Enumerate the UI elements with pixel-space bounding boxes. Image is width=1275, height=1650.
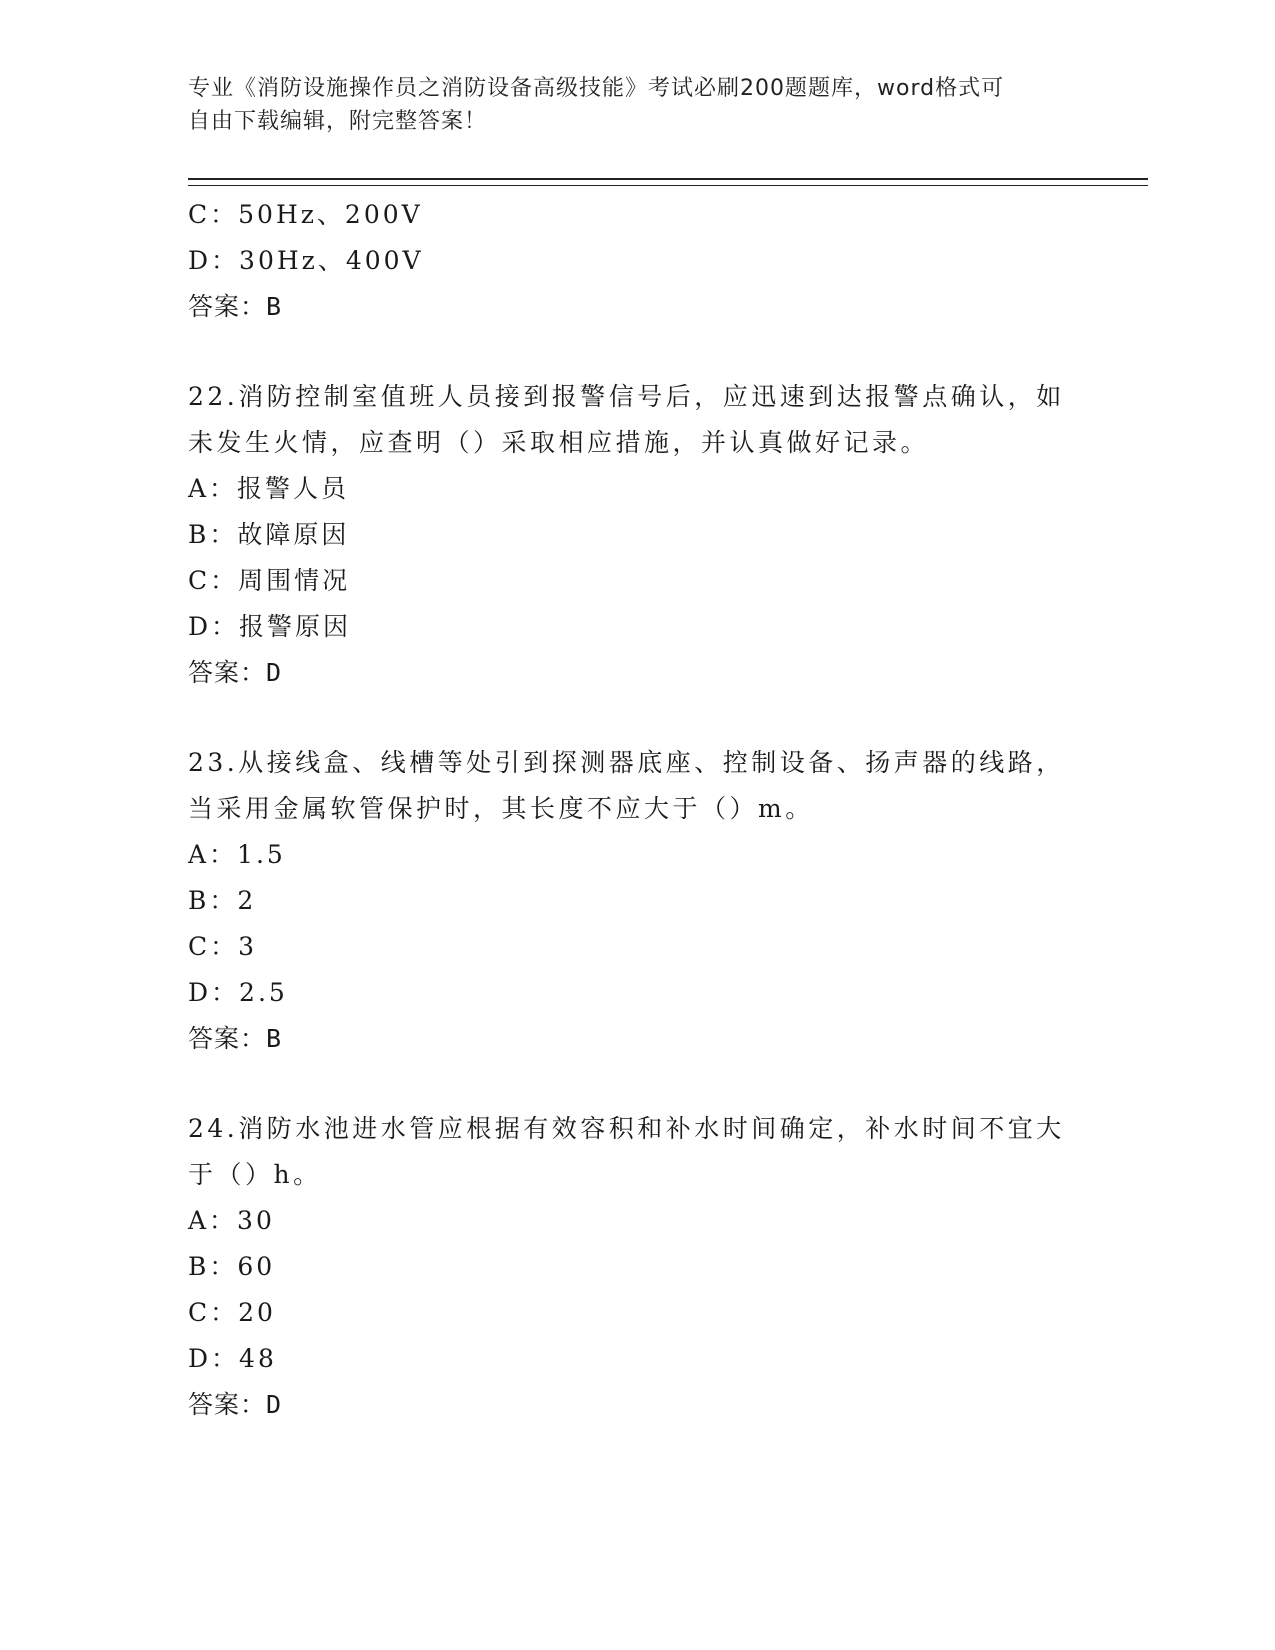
answer-value: B — [266, 1024, 283, 1053]
answer — [188, 650, 1088, 696]
question-22 — [188, 374, 1088, 696]
option-a: A：报警人员 — [188, 474, 350, 503]
header-line-2: 自由下载编辑，附完整答案！ — [188, 109, 488, 134]
answer — [188, 284, 1088, 330]
question-stem: 24.消防水池进水管应根据有效容积和补水时间确定，补水时间不宜大于（）h。 — [188, 1114, 1065, 1189]
option-c: C：周围情况 — [188, 566, 351, 595]
question-24 — [188, 1106, 1088, 1428]
answer — [188, 1382, 1088, 1428]
answer-label: 答案： — [188, 292, 267, 321]
option-c: C：20 — [188, 1298, 276, 1327]
option-c: C：3 — [188, 932, 258, 961]
answer-value: D — [266, 1390, 283, 1419]
option-c: C：50Hz、200V — [188, 200, 423, 229]
option-a: A：1.5 — [188, 840, 286, 869]
answer-label: 答案： — [188, 1390, 267, 1419]
page-header — [188, 72, 1068, 138]
option-b: B：2 — [188, 886, 257, 915]
option-b: B：故障原因 — [188, 520, 350, 549]
option-b: B：60 — [188, 1252, 276, 1281]
option-d: D：48 — [188, 1344, 277, 1373]
question-list — [188, 192, 1088, 1428]
answer-label: 答案： — [188, 658, 267, 687]
answer-label: 答案： — [188, 1024, 267, 1053]
header-line-1: 专业《消防设施操作员之消防设备高级技能》考试必刷200题题库，word格式可 — [188, 76, 1005, 101]
option-d: D：2.5 — [188, 978, 288, 1007]
question-stem: 22.消防控制室值班人员接到报警信号后，应迅速到达报警点确认，如未发生火情，应查明（）采取相应措施，并认真做好记录。 — [188, 382, 1065, 457]
answer-value: B — [266, 292, 283, 321]
option-d: D：30Hz、400V — [188, 246, 424, 275]
option-a: A：30 — [188, 1206, 275, 1235]
question-21-continued — [188, 192, 1088, 330]
question-23 — [188, 740, 1088, 1062]
question-stem: 23.从接线盒、线槽等处引到探测器底座、控制设备、扬声器的线路，当采用金属软管保护时，其长度不应大于（）m。 — [188, 748, 1065, 823]
option-d: D：报警原因 — [188, 612, 352, 641]
answer — [188, 1016, 1088, 1062]
header-divider — [188, 178, 1148, 186]
answer-value: D — [266, 658, 283, 687]
